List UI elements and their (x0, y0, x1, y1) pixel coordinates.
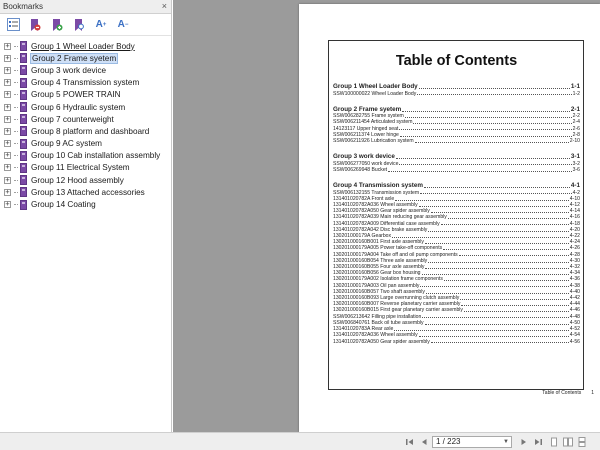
toc-entry-title: 130201000179A005 Power take-off components (333, 245, 443, 252)
bookmark-item-group-7[interactable] (0, 113, 171, 125)
tree-connector (14, 119, 18, 120)
bookmark-label[interactable]: Group 14 Coating (31, 200, 96, 210)
toc-entry-page: 4-36 (569, 276, 580, 283)
toc-entry-title: 131401020783A Rear axle (333, 326, 394, 333)
toc-entry-title: Group 1 Wheel Loader Body (333, 83, 418, 90)
toc-entry-page: 4-20 (569, 226, 580, 233)
toc-leader-dots (428, 262, 569, 263)
bookmarks-toolbar (0, 14, 171, 36)
bookmark-item-group-11[interactable] (0, 162, 171, 174)
bookmark-label[interactable]: Group 9 AC system (31, 139, 102, 149)
bookmark-label[interactable]: Group 8 platform and dashboard (31, 126, 150, 136)
toc-leader-dots (425, 243, 569, 244)
last-page-icon (533, 437, 543, 447)
bookmark-item-group-13[interactable] (0, 186, 171, 198)
toc-leader-dots (392, 237, 569, 238)
toc-entry-title: 131401020782A050 Gear spider assembly (333, 208, 430, 215)
expand-toggle[interactable]: + (5, 114, 10, 123)
tree-connector (14, 143, 18, 144)
toc-group-heading[interactable] (333, 182, 580, 190)
toc-body (333, 83, 580, 345)
bookmark-label[interactable]: Group 5 POWER TRAIN (31, 90, 121, 100)
bookmark-label[interactable]: Group 13 Attached accessories (31, 187, 145, 197)
toc-entry-title: 130201000179A002 Isolation frame components (333, 276, 443, 283)
bookmark-label[interactable]: Group 6 Hydraulic system (31, 102, 126, 112)
toc-leader-dots (422, 317, 568, 318)
options-list-icon (7, 18, 20, 31)
toc-leader-dots (415, 142, 569, 143)
toc-leader-dots (405, 117, 572, 118)
toc-entry-title: SSW006277050 work device (333, 160, 399, 167)
tree-connector (14, 107, 18, 108)
toc-leader-dots (419, 88, 570, 89)
toc-entry-page: 4-26 (569, 245, 580, 252)
bookmark-item-group-10[interactable] (0, 150, 171, 162)
toc-entry-title: 130201000160B093 Large overrunning clutch assembly (333, 295, 460, 302)
toc-entry-page: 1-1 (570, 83, 580, 90)
bookmark-label[interactable]: Group 4 Transmission system (31, 78, 140, 88)
previous-page-icon (419, 437, 429, 447)
bookmark-label[interactable]: Group 11 Electrical System (31, 163, 130, 173)
toc-entry-page: 2-8 (572, 131, 580, 138)
expand-toggle[interactable]: + (5, 78, 10, 87)
first-page-button[interactable] (404, 436, 416, 448)
toc-leader-dots (443, 249, 569, 250)
toc-leader-dots (422, 274, 569, 275)
find-bookmark-button[interactable] (70, 16, 88, 34)
bookmark-item-group-12[interactable] (0, 174, 171, 186)
bookmark-icon (20, 90, 27, 100)
bookmark-label[interactable]: Group 12 Hood assembly (31, 175, 124, 185)
toc-leader-dots (417, 94, 571, 95)
toc-entry-page: 2-1 (570, 105, 580, 113)
toc-entry-page: 4-52 (569, 326, 580, 333)
toc-leader-dots (388, 171, 572, 172)
bookmark-icon (20, 126, 27, 136)
toc-leader-dots (394, 330, 568, 331)
toc-title: Table of Contents (395, 53, 518, 69)
font-decrease-icon: A (117, 19, 125, 30)
toc-leader-dots (424, 187, 570, 188)
toc-entry-page: 4-22 (569, 233, 580, 240)
bookmark-new-icon (51, 18, 63, 32)
toc-group (333, 83, 580, 97)
toc-entry-page: 4-46 (569, 307, 580, 314)
close-icon[interactable]: × (161, 1, 167, 11)
toc-leader-dots (420, 286, 568, 287)
bookmark-find-icon (73, 18, 85, 32)
expand-toggle[interactable]: + (5, 175, 10, 184)
bookmark-item-group-4[interactable] (0, 77, 171, 89)
toc-entry-title: SSW006211454 Articulated system (333, 119, 413, 126)
single-page-view-button[interactable] (548, 436, 560, 448)
bookmark-icon (20, 114, 27, 124)
toc-leader-dots (426, 293, 569, 294)
page-number-field[interactable] (432, 436, 512, 448)
toc-entry-page: 4-42 (569, 295, 580, 302)
toc-leader-dots (459, 255, 569, 256)
expand-toggle[interactable]: + (5, 90, 10, 99)
tree-connector (14, 58, 18, 59)
toc-leader-dots (448, 218, 569, 219)
toc-entry-page: 4-28 (569, 251, 580, 258)
toc-entry-title: 131401020782A Front axle (333, 195, 395, 202)
tree-connector (14, 155, 18, 156)
toc-entry-title: SSW006269948 Bucket (333, 166, 388, 173)
tree-connector (14, 192, 18, 193)
toc-entry[interactable] (333, 167, 580, 173)
bookmark-icon (20, 65, 27, 75)
toc-entry-page: 4-16 (569, 214, 580, 221)
expand-toggle[interactable]: + (5, 151, 10, 160)
toc-leader-dots (420, 193, 572, 194)
toc-leader-dots (399, 129, 571, 130)
bookmark-item-group-8[interactable] (0, 125, 171, 137)
toc-entry-title: 130201000179A Gearbox (333, 233, 392, 240)
toc-entry-title: 131401020782A009 Differential case assembly (333, 220, 440, 227)
toc-frame (328, 40, 584, 390)
expand-toggle[interactable]: + (5, 200, 10, 209)
bookmark-icon (20, 187, 27, 197)
previous-page-button[interactable] (418, 436, 430, 448)
footer-label: Table of Contents (542, 390, 582, 396)
font-increase-icon: A (95, 19, 103, 30)
tree-connector (14, 82, 18, 83)
toc-entry-page: 4-32 (569, 264, 580, 271)
bookmark-label[interactable]: Group 7 counterweight (31, 114, 114, 124)
toc-entry-title: 130201000160B054 Three axle assembly (333, 257, 428, 264)
toc-entry-title: 131401020782A042 Disc brake assembly (333, 226, 428, 233)
toc-entry-page: 4-50 (569, 319, 580, 326)
toc-entry-title: SSW006840761 Back oil tube assembly (333, 319, 424, 326)
page-indicator: 1 / 223 (436, 437, 461, 446)
bookmark-tree (0, 36, 171, 211)
toc-entry-page: 1-2 (572, 90, 580, 97)
toc-entry-page: 4-24 (569, 239, 580, 246)
toc-entry-page: 4-12 (569, 202, 580, 209)
tree-connector (14, 46, 18, 47)
bookmark-icon (20, 163, 27, 173)
toc-group (333, 182, 580, 345)
tree-connector (14, 180, 18, 181)
toc-entry-page: 4-40 (569, 288, 580, 295)
toc-entry-title: 130201000179A004 Take off and oil pump components (333, 251, 458, 258)
toc-entry[interactable] (333, 91, 580, 97)
toc-entry-page: 2-2 (572, 113, 580, 120)
toc-entry[interactable] (333, 138, 580, 144)
bookmark-icon (20, 139, 27, 149)
toc-leader-dots (402, 111, 570, 112)
toc-leader-dots (425, 268, 568, 269)
toc-entry-page: 4-14 (569, 208, 580, 215)
bookmark-icon (20, 102, 27, 112)
tree-connector (14, 167, 18, 168)
toc-entry-title: SSW100000022 Wheel Loader Body (333, 90, 417, 97)
continuous-page-icon (577, 437, 587, 447)
toc-entry-title: 14123117 Upper hinged seat (333, 125, 399, 132)
toc-entry-title: 130201000160B015 First gear planetary carrier assembly (333, 307, 463, 314)
toc-entry-title: 130201000179A003 Oil pan assembly (333, 282, 420, 289)
toc-entry-page: 4-18 (569, 220, 580, 227)
bookmarks-header (0, 0, 171, 14)
bookmark-label[interactable]: Group 3 work device (31, 65, 107, 75)
toc-leader-dots (464, 311, 569, 312)
tree-connector (14, 70, 18, 71)
bookmark-icon (20, 53, 27, 63)
toc-entry-title: SSW006282755 Frame system (333, 113, 404, 120)
bookmark-delete-icon (29, 18, 41, 32)
bookmark-item-group-1[interactable] (0, 40, 171, 52)
bookmark-label[interactable]: Group 1 Wheel Loader Body (31, 41, 135, 51)
expand-toggle[interactable]: + (5, 163, 10, 172)
toc-entry-page: 4-44 (569, 301, 580, 308)
expand-toggle[interactable]: + (5, 41, 10, 50)
toc-entry-page: 2-4 (572, 119, 580, 126)
decrease-font-button[interactable]: A − (117, 19, 129, 30)
toc-leader-dots (395, 200, 569, 201)
two-page-icon (563, 437, 573, 447)
expand-toggle[interactable]: + (5, 102, 10, 111)
toc-entry-title: Group 3 work device (333, 153, 395, 161)
options-menu-button[interactable] (4, 16, 22, 34)
bookmark-icon (20, 41, 27, 51)
two-page-view-button[interactable] (562, 436, 574, 448)
toc-entry-title: 131401020782A036 Wheel assembly (333, 332, 418, 339)
next-page-icon (519, 437, 529, 447)
toc-entry-title: SSW006213642 Filling pipe installation (333, 313, 422, 320)
bookmark-item-group-3[interactable] (0, 64, 171, 76)
toc-leader-dots (413, 123, 571, 124)
toc-entry-page: 4-10 (569, 195, 580, 202)
toc-group-heading[interactable] (333, 83, 580, 91)
toc-entry-title: SSW006211374 Lower hinge (333, 131, 399, 138)
toc-leader-dots (428, 231, 569, 232)
toc-entry-title: 131401020782A050 Gear spider assembly (333, 338, 430, 345)
tree-connector (14, 94, 18, 95)
toc-entry-title: SSW006211926 Lubrication system (333, 138, 414, 145)
toc-group-heading[interactable] (333, 106, 580, 114)
new-bookmark-button[interactable] (48, 16, 66, 34)
expand-toggle[interactable]: + (5, 126, 10, 135)
toc-group-heading[interactable] (333, 153, 580, 161)
toc-entry-page: 4-38 (569, 282, 580, 289)
toc-group (333, 106, 580, 145)
bookmark-label[interactable]: Group 10 Cab installation assembly (31, 151, 161, 161)
toc-entry-page: 4-34 (569, 270, 580, 277)
toc-entry-page: 4-56 (569, 338, 580, 345)
continuous-view-button[interactable] (576, 436, 588, 448)
expand-toggle[interactable]: + (5, 187, 10, 196)
bookmark-item-group-14[interactable] (0, 198, 171, 210)
bookmark-icon (20, 78, 27, 88)
tree-connector (14, 204, 18, 205)
toc-leader-dots (396, 158, 570, 159)
expand-toggle[interactable]: + (5, 53, 10, 62)
toc-entry-page: 3-6 (572, 166, 580, 173)
toc-leader-dots (399, 164, 571, 165)
bookmark-item-group-2[interactable] (0, 52, 171, 64)
toc-entry[interactable] (333, 339, 580, 345)
toc-entry-title: 130201000160B007 Reverse planetary carrier assembly (333, 301, 461, 308)
toc-entry-title: Group 2 Frame syetem (333, 105, 402, 113)
bookmarks-title: Bookmarks (3, 2, 44, 11)
pdf-page (299, 4, 600, 432)
toc-entry-page: 2-10 (569, 138, 580, 145)
bookmark-icon (20, 175, 27, 185)
toc-entry-title: Group 4 Transmission system (333, 182, 423, 190)
toc-entry-page: 4-48 (569, 313, 580, 320)
toc-entry-title: 130201000160B055 Four axle assembly (333, 264, 425, 271)
toc-entry-page: 2-6 (572, 125, 580, 132)
footer-page-number: 1 (591, 390, 594, 396)
bookmark-item-group-6[interactable] (0, 101, 171, 113)
bookmark-label[interactable]: Group 2 Frame syetem (32, 53, 117, 63)
toc-leader-dots (431, 212, 569, 213)
toc-leader-dots (419, 206, 569, 207)
toc-entry-title: 130201000160B056 Gear box housing (333, 270, 421, 277)
toc-entry-title: SSW006132155 Transmission system (333, 189, 420, 196)
toc-leader-dots (400, 136, 572, 137)
toc-entry-page: 3-2 (572, 160, 580, 167)
increase-font-button[interactable]: A + (95, 19, 107, 30)
toc-leader-dots (460, 299, 568, 300)
toc-leader-dots (444, 280, 569, 281)
toc-entry-page: 4-54 (569, 332, 580, 339)
expand-toggle[interactable]: + (5, 65, 10, 74)
bookmark-item-group-5[interactable] (0, 89, 171, 101)
toc-entry-title: 130201000160B057 Two shaft assembly (333, 288, 425, 295)
toc-entry-page: 4-2 (572, 189, 580, 196)
bookmark-icon (20, 200, 27, 210)
toc-leader-dots (425, 324, 569, 325)
toc-leader-dots (431, 342, 569, 343)
expand-toggle[interactable]: + (5, 139, 10, 148)
document-viewport[interactable] (173, 0, 600, 432)
status-bar (0, 432, 600, 450)
toc-leader-dots (461, 305, 568, 306)
toc-group (333, 153, 580, 173)
bookmark-item-group-9[interactable] (0, 138, 171, 150)
last-page-button[interactable] (532, 436, 544, 448)
bookmark-icon (20, 151, 27, 161)
toc-entry-page: 3-1 (570, 153, 580, 161)
next-page-button[interactable] (518, 436, 530, 448)
toc-entry-page: 4-30 (569, 257, 580, 264)
toc-entry-title: 131401020782A036 Wheel assembly (333, 202, 418, 209)
first-page-icon (405, 437, 415, 447)
toc-leader-dots (419, 336, 569, 337)
page-footer (532, 390, 594, 396)
toc-entry-page: 4-1 (570, 182, 580, 190)
bookmarks-panel (0, 0, 172, 432)
chevron-down-icon: ▼ (503, 439, 509, 445)
toc-leader-dots (441, 224, 569, 225)
single-page-icon (549, 437, 559, 447)
delete-bookmark-button[interactable] (26, 16, 44, 34)
toc-entry-title: 130201000160B001 First axle assembly (333, 239, 424, 246)
tree-connector (14, 131, 18, 132)
toc-entry-title: 131401020782A039 Main reducing gear assembly (333, 214, 447, 221)
